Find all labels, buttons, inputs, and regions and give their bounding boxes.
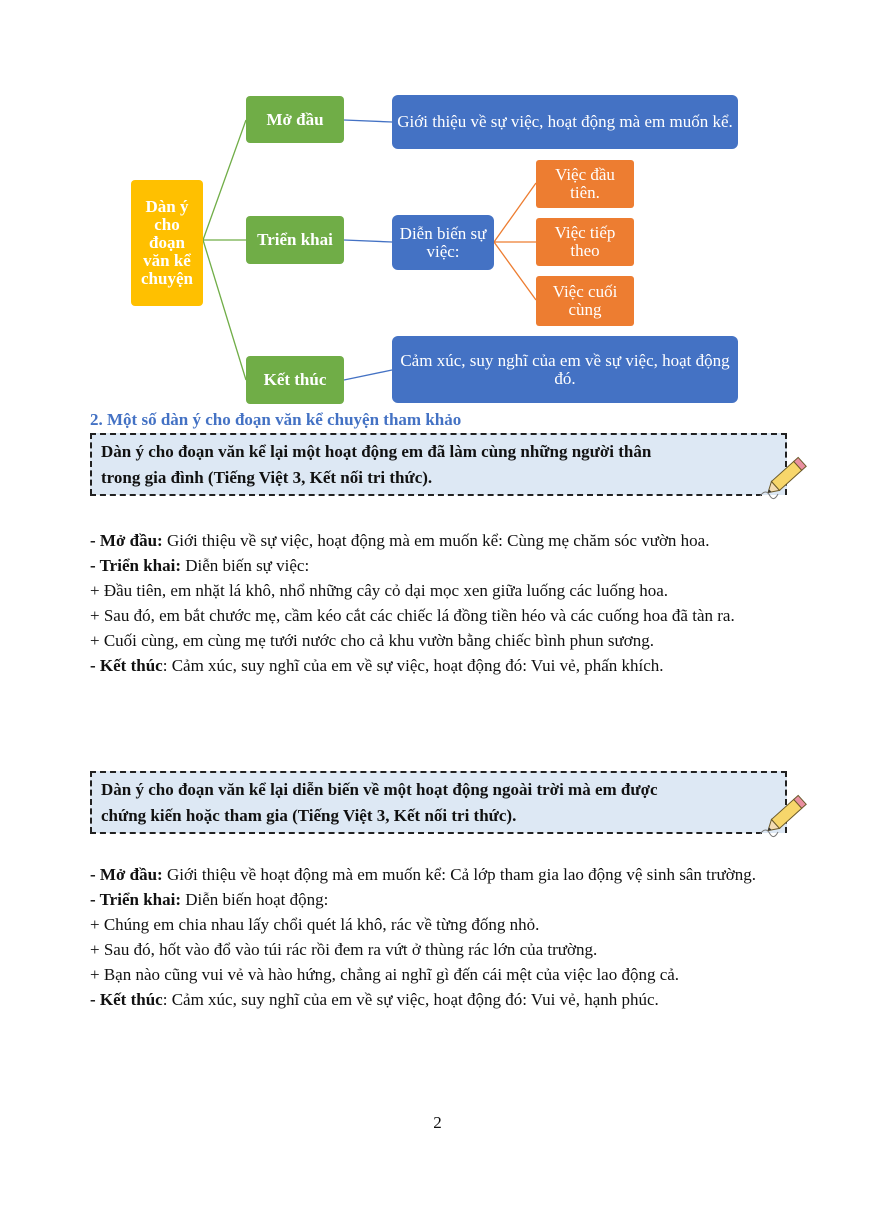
- detail-open-text: Giới thiệu về sự việc, hoạt động mà em muốn kể.: [397, 112, 733, 132]
- outline-2-body: [90, 887, 782, 912]
- section-heading: 2. Một số dàn ý cho đoạn văn kể chuyện tham khảo: [90, 410, 462, 429]
- outline-1-title-box-bottom: [90, 494, 762, 496]
- detail-body: [392, 215, 494, 270]
- outline-1-step-1: + Đầu tiên, em nhặt lá khô, nhổ những cây cỏ dại mọc xen giữa luống các luống hoa.: [90, 581, 668, 600]
- outline-1-step-2: + Sau đó, em bắt chước mẹ, cầm kéo cắt các chiếc lá đồng tiền héo và các cuống hoa đã tàn ra.: [90, 606, 735, 625]
- connector-step-1: [494, 183, 536, 242]
- outline-1-end: [90, 653, 782, 678]
- outline-1-end-text: : Cảm xúc, suy nghĩ của em về sự việc, hoạt động đó: Vui vẻ, phấn khích.: [162, 656, 664, 675]
- outline-2-open: [90, 862, 782, 887]
- outline-1-body-text: Diễn biến sự việc:: [181, 556, 310, 575]
- outline-2-open-label: - Mở đầu:: [90, 865, 163, 884]
- step-3-label: Việc cuối cùng: [552, 282, 618, 319]
- outline-2-open-text: Giới thiệu về hoạt động mà em muốn kể: Cả lớp tham gia lao động vệ sinh sân trường.: [162, 865, 757, 884]
- step-1: [536, 160, 634, 208]
- outline-2-title-box: [90, 771, 787, 833]
- outline-2-title-box-bottom: [90, 832, 762, 834]
- outline-1-open-label: - Mở đầu:: [90, 531, 163, 550]
- step-1-label: Việc đầu tiên.: [555, 165, 615, 202]
- step-2: [536, 218, 634, 266]
- outline-2-title-line2: chứng kiến hoặc tham gia (Tiếng Việt 3, Kết nối tri thức).: [101, 806, 517, 825]
- mindmap-root: [131, 180, 203, 306]
- branch-end: [246, 356, 344, 404]
- mindmap-root-label: Dàn ý cho đoạn văn kể chuyện: [141, 197, 193, 288]
- detail-open: [392, 95, 738, 149]
- outline-2-title-line1: Dàn ý cho đoạn văn kể lại diễn biến về một hoạt động ngoài trời mà em được: [101, 780, 658, 799]
- outline-2-end-label: - Kết thúc: [90, 990, 163, 1009]
- branch-open-label: Mở đầu: [266, 109, 324, 129]
- outline-2-end: [90, 987, 782, 1012]
- outline-1-open: [90, 528, 782, 553]
- outline-2-step-3: + Bạn nào cũng vui vẻ và hào hứng, chẳng ai nghĩ gì đến cái mệt của việc lao động cả.: [90, 965, 680, 984]
- step-2-label: Việc tiếp theo: [554, 223, 616, 260]
- connector-root-open: [203, 120, 246, 240]
- outline-2-content: [90, 862, 782, 1012]
- page-number: 2: [433, 1113, 442, 1132]
- branch-body-label: Triển khai: [257, 230, 333, 250]
- outline-1-body: [90, 553, 782, 578]
- outline-1-body-label: - Triển khai:: [90, 556, 181, 575]
- detail-body-text: Diễn biến sự việc:: [399, 223, 487, 261]
- outline-2-step-1: + Chúng em chia nhau lấy chổi quét lá khô, rác về từng đống nhỏ.: [90, 915, 540, 934]
- outline-1-title-box: [90, 433, 787, 495]
- outline-1-end-label: - Kết thúc: [90, 656, 163, 675]
- outline-1-content: [90, 528, 782, 678]
- detail-end: [392, 336, 738, 403]
- outline-2-body-text: Diễn biến hoạt động:: [181, 890, 329, 909]
- outline-2-body-label: - Triển khai:: [90, 890, 181, 909]
- outline-2-end-text: : Cảm xúc, suy nghĩ của em về sự việc, hoạt động đó: Vui vẻ, hạnh phúc.: [162, 990, 659, 1009]
- outline-1-step-3: + Cuối cùng, em cùng mẹ tưới nước cho cả khu vườn bằng chiếc bình phun sương.: [90, 631, 654, 650]
- connector-step-3: [494, 242, 536, 300]
- pencil-icon: [758, 790, 818, 838]
- branch-body: [246, 216, 344, 264]
- step-3: [536, 276, 634, 326]
- branch-open: [246, 96, 344, 143]
- outline-1-open-text: Giới thiệu về sự việc, hoạt động mà em muốn kể: Cùng mẹ chăm sóc vườn hoa.: [162, 531, 710, 550]
- connector-open-detail: [344, 120, 392, 122]
- connector-end-detail: [344, 370, 392, 380]
- connector-root-end: [203, 240, 246, 380]
- detail-end-text: Cảm xúc, suy nghĩ của em về sự việc, hoạt động đó.: [400, 350, 730, 388]
- pencil-icon: [758, 452, 818, 500]
- outline-2-step-2: + Sau đó, hốt vào đổ vào túi rác rồi đem ra vứt ở thùng rác lớn của trường.: [90, 940, 598, 959]
- outline-1-title-line1: Dàn ý cho đoạn văn kể lại một hoạt động em đã làm cùng những người thân: [101, 442, 652, 461]
- branch-end-label: Kết thúc: [263, 370, 327, 390]
- outline-1-title-line2: trong gia đình (Tiếng Việt 3, Kết nối tri thức).: [101, 468, 433, 487]
- connector-body-detail: [344, 240, 392, 242]
